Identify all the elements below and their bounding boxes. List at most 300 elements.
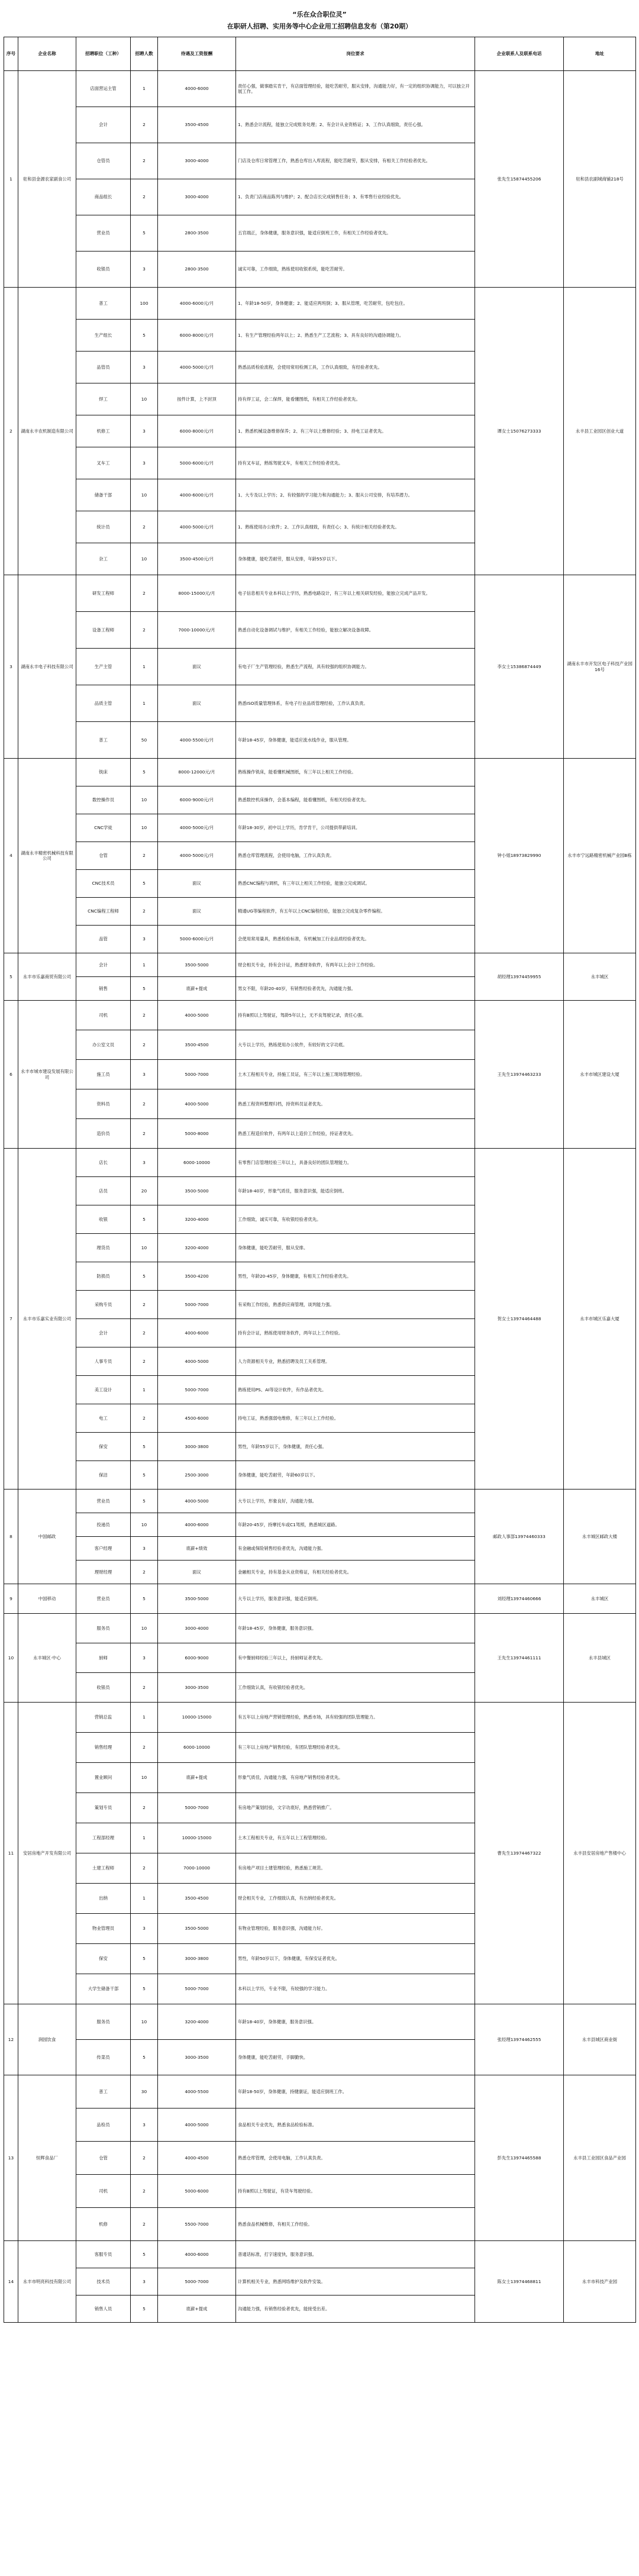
job-pay: 3000-4000 [158, 143, 236, 179]
company-number: 14 [4, 2241, 18, 2323]
company-address: 永丰县工业园区创业大道 [564, 288, 636, 575]
job-title: 保安 [76, 1944, 131, 1974]
table-row [4, 2004, 636, 2040]
company-address: 驻和县农副城商铺218号 [564, 71, 636, 288]
job-requirements: 男性，年龄20-45岁，身体健康，有相关工作经验者优先。 [236, 1262, 475, 1291]
job-count: 10 [131, 1763, 158, 1793]
job-pay: 3000-4000 [158, 179, 236, 215]
job-pay: 4000-6000元/月 [158, 479, 236, 511]
job-pay: 3200-4000 [158, 1234, 236, 1262]
company-number: 8 [4, 1489, 18, 1584]
job-requirements: 持有B照以上驾驶证，有货车驾驶经验。 [236, 2175, 475, 2208]
job-pay: 8000-12000元/月 [158, 759, 236, 786]
job-count: 2 [131, 898, 158, 926]
job-pay: 5000-6000元/月 [158, 926, 236, 953]
job-requirements: 普通话标准，打字速度快，服务意识强。 [236, 2241, 475, 2268]
job-count: 5 [131, 2241, 158, 2268]
table-row [4, 1001, 636, 1030]
company-name: 安居房地产开发有限公司 [18, 1703, 76, 2004]
job-requirements: 男性，年龄50岁以下，身体健康，有保安证者优先。 [236, 1944, 475, 1974]
company-name: 永丰市城市建设发展有限公司 [18, 1001, 76, 1149]
job-pay: 4000-5500元/月 [158, 722, 236, 759]
job-count: 10 [131, 1513, 158, 1537]
job-requirements: 土木工程相关专业，有五年以上工程管理经验。 [236, 1823, 475, 1853]
job-requirements: 年龄18-45岁，身体健康，能适应流水线作业，服从管理。 [236, 722, 475, 759]
job-requirements: 1、负责门店商品陈列与维护；2、配合店长完成销售任务；3、有零售行业经验优先。 [236, 179, 475, 215]
job-requirements: 1、熟悉会计流程，能独立完成账务处理；2、有会计从业资格证；3、工作认真细致，责任心强。 [236, 107, 475, 143]
job-count: 5 [131, 320, 158, 352]
job-count: 3 [131, 926, 158, 953]
job-count: 2 [131, 1404, 158, 1433]
job-pay: 4000-6000 [158, 2241, 236, 2268]
job-requirements: 1、年龄18-50岁，身体健康；2、能适应两班倒；3、服从管理，吃苦耐劳，包吃包住。 [236, 288, 475, 320]
job-requirements: 五官端正，身体健康，服务意识强，能适应倒班工作，有相关工作经验者优先。 [236, 215, 475, 252]
job-pay: 3500-5000 [158, 1914, 236, 1944]
job-pay: 5500-7000 [158, 2208, 236, 2241]
company-contact: 彭先生13974465588 [475, 2075, 564, 2241]
column-header: 待遇及工资报酬 [158, 37, 236, 71]
job-pay: 5000-7000 [158, 2268, 236, 2295]
job-title: 美工设计 [76, 1376, 131, 1404]
job-pay: 3500-5000 [158, 953, 236, 977]
job-title: 普工 [76, 2075, 131, 2108]
job-requirements: 持有会计证，熟练使用财务软件，两年以上工作经验。 [236, 1319, 475, 1347]
job-requirements: 熟悉ISO质量管理体系，有电子行业品质管理经验，工作认真负责。 [236, 685, 475, 722]
job-requirements: 有中餐厨师经验三年以上，持厨师证者优先。 [236, 1643, 475, 1673]
job-requirements: 财会相关专业，持有会计证，熟悉财务软件，有两年以上会计工作经验。 [236, 953, 475, 977]
job-count: 1 [131, 71, 158, 107]
job-pay: 6000-8000元/月 [158, 320, 236, 352]
job-pay: 5000-7000 [158, 1974, 236, 2004]
job-count: 2 [131, 1793, 158, 1823]
job-pay: 4000-6000 [158, 1513, 236, 1537]
job-pay: 3200-4000 [158, 1205, 236, 1234]
job-count: 3 [131, 1643, 158, 1673]
company-address: 永丰县城区 [564, 1614, 636, 1703]
job-pay: 6000-8000元/月 [158, 415, 236, 447]
job-count: 2 [131, 575, 158, 612]
job-count: 10 [131, 1614, 158, 1643]
job-pay: 6000-9000元/月 [158, 786, 236, 814]
company-address: 永丰县城区商业街 [564, 2004, 636, 2075]
job-requirements: 身体健康，能吃苦耐劳，年龄60岁以下。 [236, 1461, 475, 1489]
job-count: 2 [131, 1089, 158, 1119]
job-requirements: 熟悉仓库管理，会使用电脑，工作认真负责。 [236, 2142, 475, 2175]
job-title: 设备工程师 [76, 612, 131, 649]
job-count: 2 [131, 612, 158, 649]
job-title: 生产主管 [76, 649, 131, 685]
job-requirements: 大专以上学历，熟练使用办公软件，有较好的文字功底。 [236, 1030, 475, 1060]
job-count: 1 [131, 1823, 158, 1853]
job-pay: 4000-4500 [158, 2142, 236, 2175]
job-count: 5 [131, 977, 158, 1001]
job-requirements: 熟悉食品机械维修，有相关工作经验。 [236, 2208, 475, 2241]
company-number: 7 [4, 1149, 18, 1489]
job-title: 收银员 [76, 252, 131, 288]
job-title: 理货员 [76, 1234, 131, 1262]
job-requirements: 熟悉工程造价软件，有两年以上造价工作经验，持证者优先。 [236, 1119, 475, 1149]
job-pay: 4000-5000 [158, 1347, 236, 1376]
job-pay: 3200-4000 [158, 2004, 236, 2040]
job-count: 2 [131, 1001, 158, 1030]
job-title: CNC编程工程师 [76, 898, 131, 926]
job-count: 10 [131, 786, 158, 814]
company-name: 永丰市乐嘉商贸有限公司 [18, 953, 76, 1001]
job-pay: 5000-7000 [158, 1793, 236, 1823]
job-requirements: 有五年以上房地产营销管理经验，熟悉市场，具有较强的团队管理能力。 [236, 1703, 475, 1733]
job-title: 策划专员 [76, 1793, 131, 1823]
job-requirements: 大专以上学历，服务意识强，能适应倒班。 [236, 1584, 475, 1614]
job-pay: 3500-4500 [158, 1030, 236, 1060]
job-pay: 面议 [158, 898, 236, 926]
company-name: 驻和县金源农家副食公司 [18, 71, 76, 288]
job-count: 5 [131, 1944, 158, 1974]
job-requirements: 熟悉自动化设备调试与维护，有相关工作经验，能独立解决设备故障。 [236, 612, 475, 649]
job-requirements: 年龄18-40岁，身体健康，服务意识强。 [236, 2004, 475, 2040]
column-header: 招聘职位（工种） [76, 37, 131, 71]
job-requirements: 年龄20-45岁，持摩托车或C1驾照，熟悉城区道路。 [236, 1513, 475, 1537]
table-row [4, 1584, 636, 1614]
job-title: 采购专员 [76, 1291, 131, 1319]
job-pay: 8000-15000元/月 [158, 575, 236, 612]
job-title: 大学生储备干部 [76, 1974, 131, 2004]
job-requirements: 工作细致，诚实可靠，有收银经验者优先。 [236, 1205, 475, 1234]
job-title: 施工员 [76, 1060, 131, 1089]
company-address: 永丰市城区乐嘉大厦 [564, 1149, 636, 1489]
company-contact: 王先生13974461111 [475, 1614, 564, 1703]
table-row [4, 2075, 636, 2108]
job-title: CNC学徒 [76, 814, 131, 842]
job-count: 5 [131, 1205, 158, 1234]
job-count: 2 [131, 1291, 158, 1319]
job-title: 储备干部 [76, 479, 131, 511]
job-title: 销售人员 [76, 2295, 131, 2323]
job-requirements: 身体健康，能吃苦耐劳，服从安排，年龄55岁以下。 [236, 543, 475, 575]
job-pay: 7000-10000 [158, 1853, 236, 1884]
job-title: 土建工程师 [76, 1853, 131, 1884]
job-requirements: 土木工程相关专业，持施工员证，有三年以上施工现场管理经验。 [236, 1060, 475, 1089]
job-requirements: 大专以上学历，形象良好，沟通能力强。 [236, 1489, 475, 1513]
job-count: 2 [131, 2142, 158, 2175]
job-title: 客户经理 [76, 1537, 131, 1561]
job-title: 铣床 [76, 759, 131, 786]
job-count: 1 [131, 1703, 158, 1733]
company-name: 湖南永丰电子科技有限公司 [18, 575, 76, 759]
job-count: 10 [131, 2004, 158, 2040]
job-pay: 4000-6000 [158, 1319, 236, 1347]
job-title: 普工 [76, 722, 131, 759]
job-count: 3 [131, 252, 158, 288]
job-count: 2 [131, 1853, 158, 1884]
job-pay: 6000-10000 [158, 1149, 236, 1177]
job-title: 店长 [76, 1149, 131, 1177]
job-title: 销售经理 [76, 1733, 131, 1763]
table-row [4, 575, 636, 612]
job-count: 2 [131, 1347, 158, 1376]
job-pay: 3500-5000 [158, 1177, 236, 1205]
job-count: 2 [131, 143, 158, 179]
job-pay: 3000-3800 [158, 1944, 236, 1974]
job-title: 营业员 [76, 215, 131, 252]
job-title: 会计 [76, 107, 131, 143]
job-requirements: 财会相关专业，工作细致认真，有出纳经验者优先。 [236, 1884, 475, 1914]
job-requirements: 食品相关专业优先，熟悉食品检验标准。 [236, 2108, 475, 2142]
job-title: 电工 [76, 1404, 131, 1433]
table-row [4, 2241, 636, 2268]
recruitment-table [4, 37, 636, 2323]
job-requirements: 熟练使用PS、AI等设计软件，有作品者优先。 [236, 1376, 475, 1404]
job-requirements: 1、大专及以上学历；2、有较强的学习能力和沟通能力；3、服从公司安排，有培养潜力。 [236, 479, 475, 511]
company-name: 恒辉食品厂 [18, 2075, 76, 2241]
table-row [4, 1703, 636, 1733]
job-requirements: 1、有生产管理经验两年以上；2、熟悉生产工艺流程；3、具有良好的沟通协调能力。 [236, 320, 475, 352]
job-title: 普工 [76, 288, 131, 320]
job-requirements: 1、熟练使用办公软件；2、工作认真细致，有责任心；3、有统计相关经验者优先。 [236, 511, 475, 543]
job-count: 2 [131, 1030, 158, 1060]
job-title: 保安 [76, 1433, 131, 1461]
job-count: 5 [131, 215, 158, 252]
job-title: 营业员 [76, 1489, 131, 1513]
job-requirements: 沟通能力强，有销售经验者优先，能接受出差。 [236, 2295, 475, 2323]
company-number: 3 [4, 575, 18, 759]
job-title: 统计员 [76, 511, 131, 543]
company-address: 永丰市宁远路精密机械产业园B栋 [564, 759, 636, 953]
job-requirements: 有房地产策划经验，文字功底好，熟悉营销推广。 [236, 1793, 475, 1823]
job-title: 品质主管 [76, 685, 131, 722]
job-pay: 3500-5000 [158, 1584, 236, 1614]
table-body [4, 71, 636, 2323]
job-requirements: 持有焊工证，会二保焊，能看懂图纸，有相关工作经验者优先。 [236, 383, 475, 415]
job-pay: 4000-6000 [158, 71, 236, 107]
job-pay: 6000-10000 [158, 1733, 236, 1763]
job-title: 焊工 [76, 383, 131, 415]
job-title: 厨师 [76, 1643, 131, 1673]
company-name: 湖南永丰农机制造有限公司 [18, 288, 76, 575]
company-name: 永丰城区·中心 [18, 1614, 76, 1703]
table-row [4, 71, 636, 107]
company-address: 永丰市城区建设大厦 [564, 1001, 636, 1149]
job-pay: 6000-9000 [158, 1643, 236, 1673]
job-pay: 底薪+绩效 [158, 1537, 236, 1561]
job-title: 仓管 [76, 842, 131, 870]
job-pay: 面议 [158, 685, 236, 722]
job-pay: 3500-4500 [158, 107, 236, 143]
job-title: 客服专员 [76, 2241, 131, 2268]
company-number: 6 [4, 1001, 18, 1149]
job-pay: 面议 [158, 649, 236, 685]
job-title: 传菜员 [76, 2040, 131, 2075]
job-requirements: 熟悉品质检验流程，会使用常用检测工具，工作认真细致，有经验者优先。 [236, 352, 475, 383]
job-title: 机修工 [76, 415, 131, 447]
job-pay: 按件计算，上不封顶 [158, 383, 236, 415]
job-count: 2 [131, 511, 158, 543]
job-requirements: 年龄18-40岁，形象气质佳，服务意识强，能适应倒班。 [236, 1177, 475, 1205]
job-pay: 底薪+提成 [158, 977, 236, 1001]
job-pay: 4000-5000元/月 [158, 814, 236, 842]
company-number: 9 [4, 1584, 18, 1614]
job-pay: 3000-4000 [158, 1614, 236, 1643]
job-count: 5 [131, 1489, 158, 1513]
job-title: 资料员 [76, 1089, 131, 1119]
job-requirements: 熟练操作铣床，能看懂机械图纸，有三年以上相关工作经验。 [236, 759, 475, 786]
document-subtitle: 在职研人招聘、实用务等中心企业用工招聘信息发布（第20期） [227, 22, 412, 30]
job-title: 人事专员 [76, 1347, 131, 1376]
job-title: 防损员 [76, 1262, 131, 1291]
job-requirements: 有采购工作经验，熟悉供应商管理，谈判能力强。 [236, 1291, 475, 1319]
job-pay: 4000-5000 [158, 2108, 236, 2142]
job-title: 造价员 [76, 1119, 131, 1149]
job-requirements: 男女不限，年龄20-40岁，有销售经验者优先，沟通能力强。 [236, 977, 475, 1001]
job-count: 5 [131, 1461, 158, 1489]
job-count: 3 [131, 415, 158, 447]
job-count: 2 [131, 2175, 158, 2208]
job-count: 2 [131, 1119, 158, 1149]
job-count: 1 [131, 649, 158, 685]
job-count: 5 [131, 1584, 158, 1614]
job-count: 3 [131, 352, 158, 383]
job-pay: 4000-5000 [158, 1001, 236, 1030]
job-count: 10 [131, 383, 158, 415]
job-requirements: 会使用常用量具，熟悉检验标准，有机械加工行业品质经验者优先。 [236, 926, 475, 953]
job-requirements: 金融相关专业，持有基金从业资格证，有相关经验者优先。 [236, 1561, 475, 1584]
job-pay: 2800-3500 [158, 252, 236, 288]
job-pay: 4000-5000 [158, 1489, 236, 1513]
job-title: 会计 [76, 953, 131, 977]
job-count: 3 [131, 2268, 158, 2295]
job-title: 出纳 [76, 1884, 131, 1914]
job-count: 5 [131, 1974, 158, 2004]
job-requirements: 男性，年龄55岁以下，身体健康，责任心强。 [236, 1433, 475, 1461]
job-pay: 3000-3500 [158, 2040, 236, 2075]
job-requirements: 人力资源相关专业，熟悉招聘及员工关系管理。 [236, 1347, 475, 1376]
job-pay: 3000-3500 [158, 1673, 236, 1703]
job-count: 5 [131, 1262, 158, 1291]
job-requirements: 有零售门店管理经验三年以上，具备良好的团队管理能力。 [236, 1149, 475, 1177]
job-title: 营销总监 [76, 1703, 131, 1733]
company-contact: 胡经理13974459955 [475, 953, 564, 1001]
job-title: 收银 [76, 1205, 131, 1234]
column-header: 企业联系人及联系电话 [475, 37, 564, 71]
job-requirements: 持有叉车证，熟练驾驶叉车，有相关工作经验者优先。 [236, 447, 475, 479]
job-requirements: 精通UG等编程软件，有五年以上CNC编程经验，能独立完成复杂零件编程。 [236, 898, 475, 926]
job-count: 3 [131, 1914, 158, 1944]
job-title: CNC技术员 [76, 870, 131, 898]
job-pay: 4000-5000元/月 [158, 352, 236, 383]
job-count: 2 [131, 1733, 158, 1763]
job-requirements: 电子信息相关专业本科以上学历，熟悉电路设计，有三年以上相关研发经验，能独立完成产品开发。 [236, 575, 475, 612]
job-title: 店面营运主管 [76, 71, 131, 107]
company-name: 中国移动 [18, 1584, 76, 1614]
company-address: 永丰城区 [564, 1584, 636, 1614]
job-count: 100 [131, 288, 158, 320]
job-pay: 4000-6000元/月 [158, 288, 236, 320]
job-pay: 5000-6000 [158, 2175, 236, 2208]
table-row [4, 288, 636, 320]
company-name: 润园饮食 [18, 2004, 76, 2075]
job-count: 5 [131, 2040, 158, 2075]
job-title: 会计 [76, 1319, 131, 1347]
column-header: 序号 [4, 37, 18, 71]
job-requirements: 身体健康，能吃苦耐劳，服从安排。 [236, 1234, 475, 1262]
company-contact: 钟小姐18973829990 [475, 759, 564, 953]
job-title: 司机 [76, 1001, 131, 1030]
job-requirements: 身体健康，能吃苦耐劳，手脚勤快。 [236, 2040, 475, 2075]
company-contact: 李女士15386874449 [475, 575, 564, 759]
job-requirements: 熟悉仓库管理流程，会使用电脑，工作认真负责。 [236, 842, 475, 870]
job-requirements: 年龄18-50岁，身体健康，持健康证，能适应倒班工作。 [236, 2075, 475, 2108]
job-requirements: 熟悉工程资料整理归档，持资料员证者优先。 [236, 1089, 475, 1119]
column-header: 企业名称 [18, 37, 76, 71]
company-name: 湖南永丰精密机械科技有限公司 [18, 759, 76, 953]
job-title: 办公室文员 [76, 1030, 131, 1060]
company-number: 1 [4, 71, 18, 288]
company-address: 永丰城区 [564, 953, 636, 1001]
job-title: 仓管员 [76, 143, 131, 179]
table-row [4, 1489, 636, 1513]
job-requirements: 工作细致认真，有收银经验者优先。 [236, 1673, 475, 1703]
job-count: 3 [131, 1149, 158, 1177]
job-pay: 4000-5000 [158, 1089, 236, 1119]
job-title: 店员 [76, 1177, 131, 1205]
job-count: 1 [131, 1884, 158, 1914]
job-pay: 面议 [158, 1561, 236, 1584]
job-pay: 面议 [158, 870, 236, 898]
job-title: 数控操作员 [76, 786, 131, 814]
company-contact: 邮政人事部13974460333 [475, 1489, 564, 1584]
job-count: 5 [131, 759, 158, 786]
job-title: 物业管理员 [76, 1914, 131, 1944]
job-title: 保洁 [76, 1461, 131, 1489]
job-count: 2 [131, 2208, 158, 2241]
job-count: 2 [131, 107, 158, 143]
job-pay: 7000-10000元/月 [158, 612, 236, 649]
company-name: 永丰市乐嘉实业有限公司 [18, 1149, 76, 1489]
job-requirements: 有电子厂生产管理经验，熟悉生产流程，具有较强的组织协调能力。 [236, 649, 475, 685]
job-pay: 2500-3000 [158, 1461, 236, 1489]
job-count: 2 [131, 179, 158, 215]
table-row [4, 953, 636, 977]
job-requirements: 有金融或保险销售经验者优先，沟通能力强。 [236, 1537, 475, 1561]
company-contact: 刘经理13974460666 [475, 1584, 564, 1614]
job-requirements: 年龄18-30岁，初中以上学历，肯学肯干，公司提供带薪培训。 [236, 814, 475, 842]
job-pay: 5000-7000 [158, 1291, 236, 1319]
company-number: 2 [4, 288, 18, 575]
job-count: 50 [131, 722, 158, 759]
job-pay: 3000-3800 [158, 1433, 236, 1461]
job-pay: 5000-7000 [158, 1376, 236, 1404]
table-header-row [4, 37, 636, 71]
job-pay: 底薪+提成 [158, 2295, 236, 2323]
company-address: 永丰市科技产业园 [564, 2241, 636, 2323]
job-count: 10 [131, 543, 158, 575]
document-title: “乐在众合职位灵” [292, 11, 347, 18]
company-number: 4 [4, 759, 18, 953]
job-requirements: 计算机相关专业，熟悉网络维护及软件安装。 [236, 2268, 475, 2295]
job-count: 2 [131, 1319, 158, 1347]
company-number: 11 [4, 1703, 18, 2004]
job-requirements: 本科以上学历，专业不限，有较强的学习能力。 [236, 1974, 475, 2004]
company-contact: 谭女士15076273333 [475, 288, 564, 575]
job-pay: 3500-4500元/月 [158, 543, 236, 575]
job-pay: 10000-15000 [158, 1703, 236, 1733]
job-count: 10 [131, 1234, 158, 1262]
job-count: 2 [131, 1673, 158, 1703]
company-contact: 张经理13974462555 [475, 2004, 564, 2075]
job-title: 生产组长 [76, 320, 131, 352]
job-title: 司机 [76, 2175, 131, 2208]
job-title: 工程部经理 [76, 1823, 131, 1853]
company-contact: 王先生13974463233 [475, 1001, 564, 1149]
